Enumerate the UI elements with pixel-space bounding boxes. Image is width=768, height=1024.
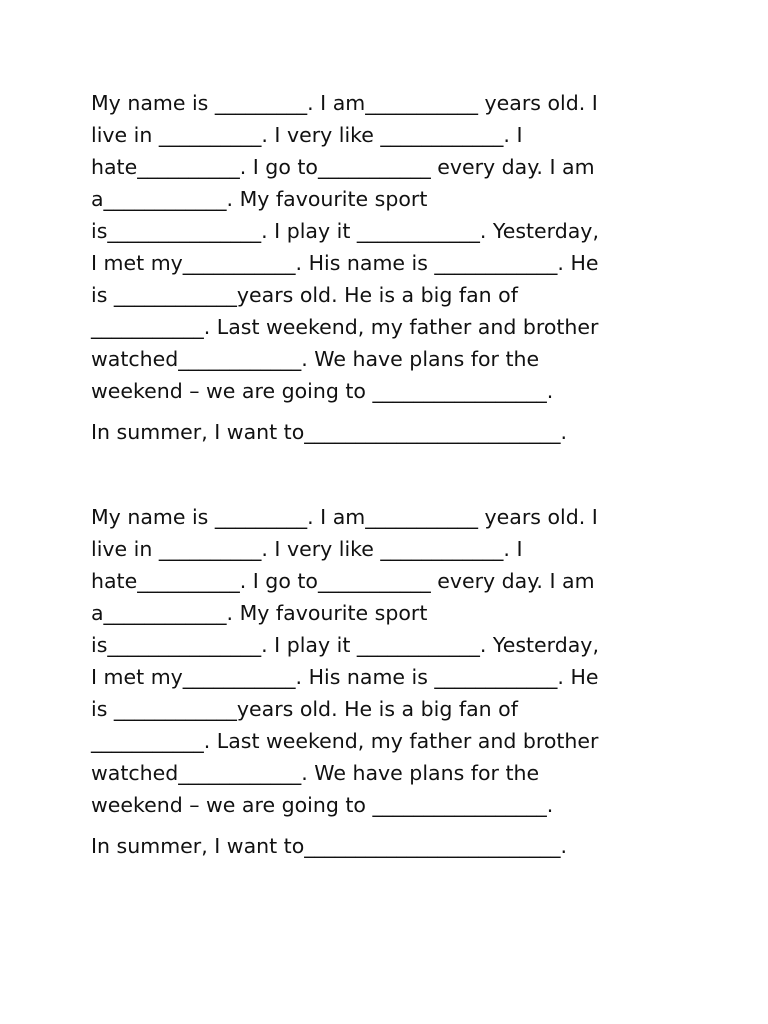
worksheet-paragraph-1 <box>91 87 599 448</box>
paragraph-line: I met my___________. His name is ____________. He <box>91 665 599 689</box>
closing-sentence: In summer, I want to_________________________. <box>91 420 568 444</box>
paragraph-line: watched____________. We have plans for the <box>91 761 540 785</box>
paragraph-line: a____________. My favourite sport <box>91 601 428 625</box>
paragraph-line: My name is _________. I am___________ years old. I <box>91 91 598 115</box>
closing-sentence: In summer, I want to_________________________. <box>91 834 568 858</box>
paragraph-line: live in __________. I very like ____________. I <box>91 123 523 147</box>
paragraph-line: live in __________. I very like ____________. I <box>91 537 523 561</box>
paragraph-line: a____________. My favourite sport <box>91 187 428 211</box>
paragraph-line: I met my___________. His name is ____________. He <box>91 251 599 275</box>
worksheet-paragraph-2 <box>91 501 599 862</box>
paragraph-line: ___________. Last weekend, my father and brother <box>91 729 599 753</box>
paragraph-line: watched____________. We have plans for the <box>91 347 540 371</box>
paragraph-line: hate__________. I go to___________ every day. I am <box>91 155 595 179</box>
paragraph-line: is ____________years old. He is a big fan of <box>91 697 518 721</box>
paragraph-line: weekend – we are going to _________________. <box>91 793 554 817</box>
paragraph-line: ___________. Last weekend, my father and brother <box>91 315 599 339</box>
paragraph-line: My name is _________. I am___________ years old. I <box>91 505 598 529</box>
paragraph-line: is ____________years old. He is a big fan of <box>91 283 518 307</box>
paragraph-line: is_______________. I play it ____________. Yesterday, <box>91 219 599 243</box>
paragraph-line: is_______________. I play it ____________. Yesterday, <box>91 633 599 657</box>
paragraph-line: hate__________. I go to___________ every day. I am <box>91 569 595 593</box>
paragraph-line: weekend – we are going to _________________. <box>91 379 554 403</box>
